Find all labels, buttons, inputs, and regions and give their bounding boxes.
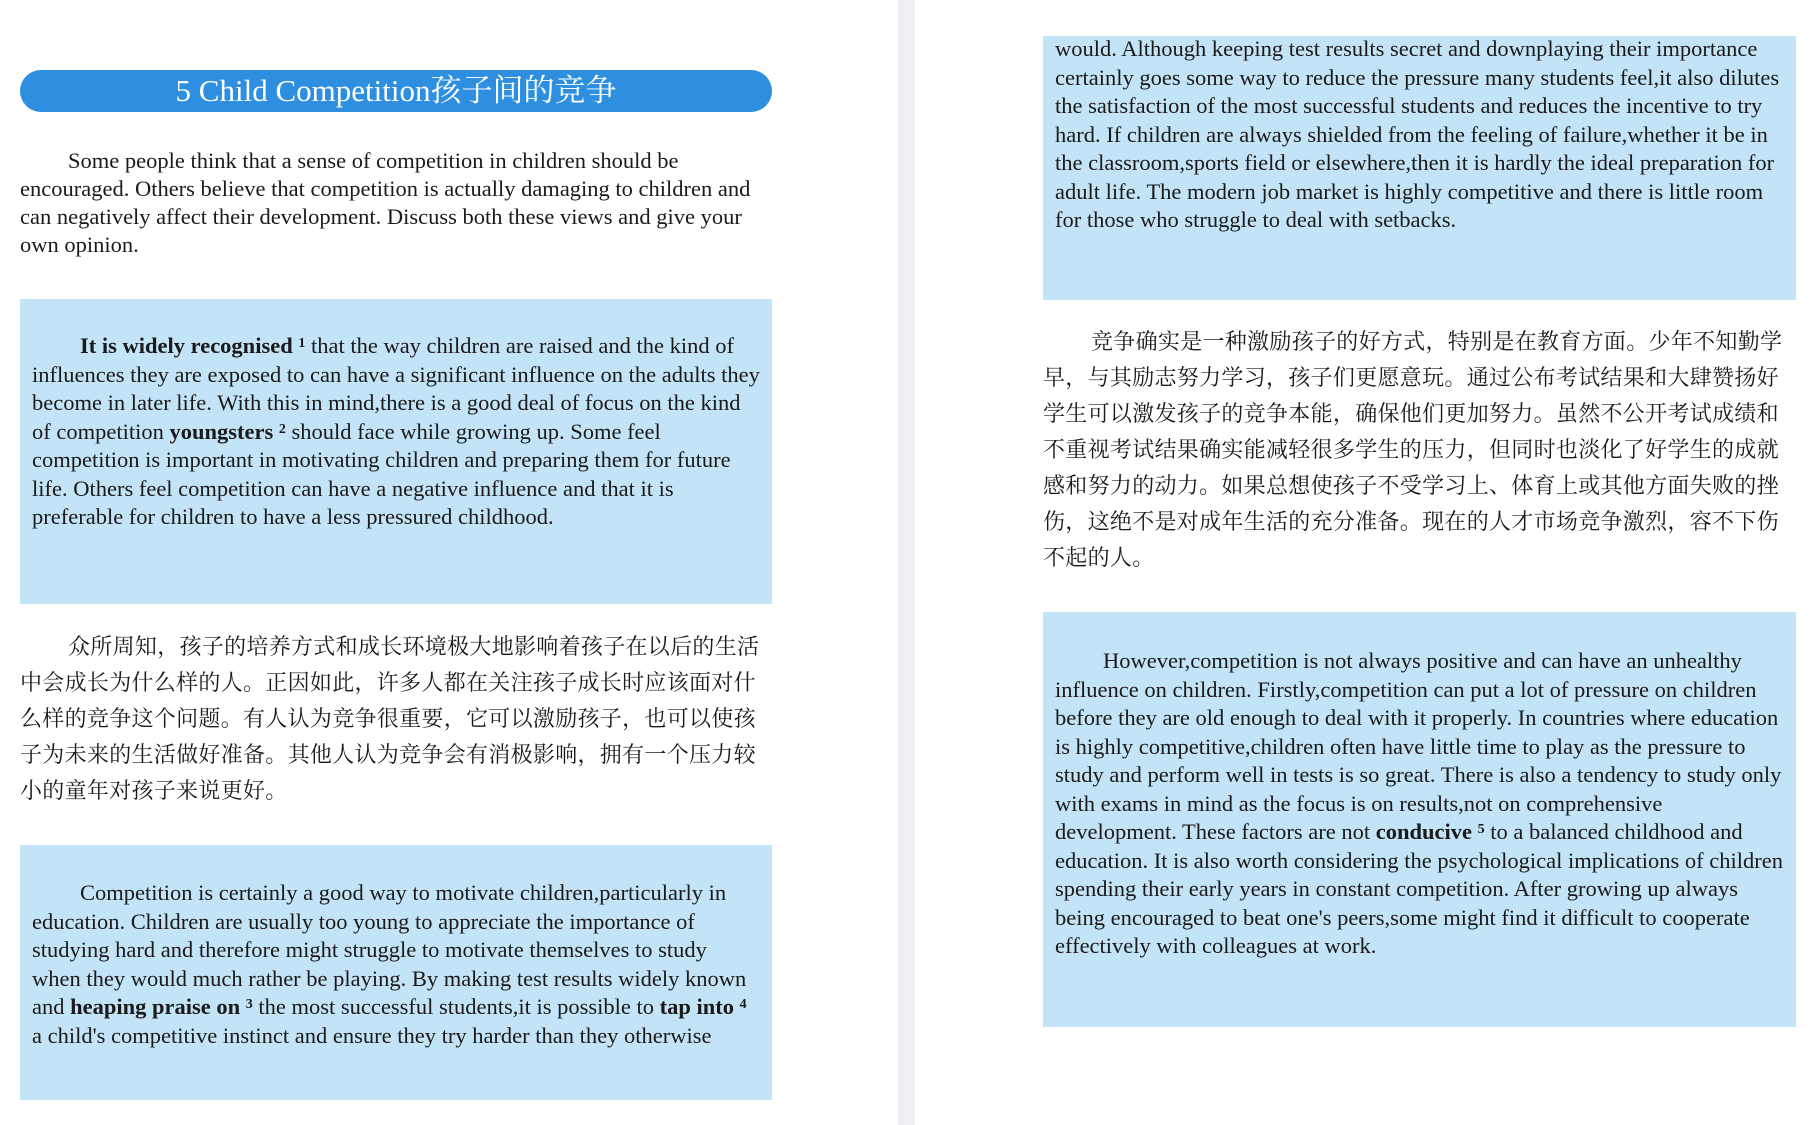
vocab-term: heaping praise on bbox=[70, 994, 241, 1019]
footnote-marker: 4 bbox=[739, 997, 747, 1012]
footnote-marker: 3 bbox=[245, 997, 253, 1012]
paragraph-text: should face while growing up. Some feel competition is important in motivating children and preparing them for future life. Others feel competition can have a negative influence and that it is preferable for children to have a less pressured childhood. bbox=[32, 418, 731, 529]
chinese-translation-intro: 众所周知，孩子的培养方式和成长环境极大地影响着孩子在以后的生活中会成长为什么样的人。正因如此，许多人都在关注孩子成长时应该面对什么样的竞争这个问题。有人认为竞争很重要，它可以激励孩子，也可以使孩子为未来的生活做好准备。其他人认为竞争会有消极影响，拥有一个压力较小的童年对孩子来说更好。 bbox=[20, 635, 760, 804]
footnote-marker: 1 bbox=[298, 336, 306, 351]
paragraph-text: a child's competitive instinct and ensure they try harder than they otherwise bbox=[32, 1022, 712, 1048]
body2-text bbox=[1043, 612, 1796, 961]
vocab-term: tap into bbox=[659, 994, 735, 1019]
paragraph-text: However,competition is not always positive and can have an unhealthy influence on children. Firstly,competition can put a lot of pressure on children before they are old enough to deal with it properly. In countries where education is highly competitive,children often have little time to play as the pressure to study and perform well in tests is so great. There is also a tendency to study only with exams in mind as the focus is on results,not on comprehensive development. These factors are not bbox=[1055, 648, 1782, 844]
chapter-title: 5 Child Competition孩子间的竞争 bbox=[20, 70, 772, 112]
paragraph-text: Competition is certainly a good way to motivate children,particularly in education. Children are usually too young to appreciate the importance of studying hard and therefore might struggle to motivate themselves to study when they would much rather be playing. By making test results widely known and bbox=[32, 880, 747, 1019]
vocab-term: conducive bbox=[1375, 819, 1472, 844]
essay-paragraph-body1-continued bbox=[1043, 36, 1796, 300]
footnote-marker: 5 bbox=[1477, 822, 1485, 837]
essay-paragraph-body1 bbox=[20, 845, 772, 1100]
essay-prompt: Some people think that a sense of competition in children should be encouraged. Others believe that competition is actually damaging to children and can negatively affect their development. Discuss both these views and give your own opinion. bbox=[20, 148, 751, 257]
paragraph-text: the most successful students,it is possible to bbox=[252, 994, 660, 1019]
essay-paragraph-body2 bbox=[1043, 612, 1796, 1027]
paragraph-text: that the way children are raised and the kind of influences they are exposed to can have a significant influence on the adults they become in later life. With this in mind,there is a good deal of focus on the kind of competition bbox=[32, 333, 760, 444]
page-gutter bbox=[898, 0, 915, 1125]
vocab-term: It is widely recognised bbox=[80, 333, 293, 358]
body1-continued-text: would. Although keeping test results secret and downplaying their importance certainly goes some way to reduce the pressure many students feel,it also dilutes the satisfaction of the most successful students and reduces the incentive to try hard. If children are always shielded from the feeling of failure,whether it be in the classroom,sports field or elsewhere,then it is hardly the ideal preparation for adult life. The modern job market is highly competitive and there is little room for those who struggle to deal with setbacks. bbox=[1055, 36, 1780, 232]
paragraph-text: to a balanced childhood and education. It is also worth considering the psychological implications of children spending their early years in constant competition. After growing up always being encouraged to beat one's peers,some might find it difficult to cooperate effectively with colleagues at work. bbox=[1055, 819, 1783, 958]
footnote-marker: 2 bbox=[278, 421, 286, 437]
vocab-term: youngsters bbox=[169, 418, 274, 444]
body1-text bbox=[20, 845, 772, 1050]
essay-paragraph-intro bbox=[20, 299, 772, 604]
intro-text bbox=[20, 299, 772, 532]
chinese-translation-body1: 竞争确实是一种激励孩子的好方式，特别是在教育方面。少年不知勤学早，与其励志努力学习，孩子们更愿意玩。通过公布考试结果和大肆赞扬好学生可以激发孩子的竞争本能，确保他们更加努力。虽然不公开考试成绩和不重视考试结果确实能减轻很多学生的压力，但同时也淡化了好学生的成就感和努力的动力。如果总想使孩子不受学习上、体育上或其他方面失败的挫伤，这绝不是对成年生活的充分准备。现在的人才市场竞争激烈，容不下伤不起的人。 bbox=[1043, 330, 1783, 571]
